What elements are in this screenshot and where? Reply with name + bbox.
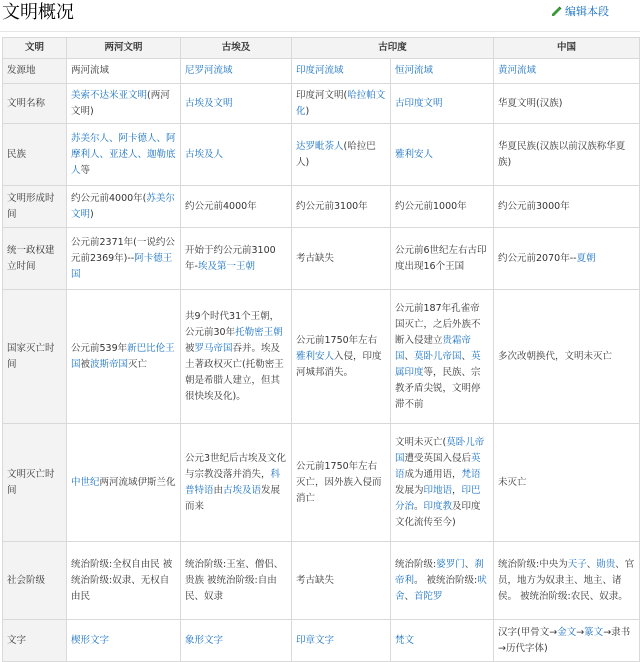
- cell-link[interactable]: 雅利安人: [395, 148, 434, 160]
- table-cell: [494, 124, 640, 186]
- table-cell: [494, 186, 640, 228]
- cell-link[interactable]: 恒河流域: [395, 65, 434, 76]
- table-cell: [494, 59, 640, 84]
- table-cell: [391, 620, 494, 662]
- table-cell: [67, 84, 181, 124]
- table-cell: [181, 424, 292, 542]
- cell-text: 由: [213, 484, 224, 496]
- cell-link[interactable]: 雅利安人: [296, 350, 335, 362]
- header-cell: 两河文明: [67, 38, 181, 59]
- cell-link[interactable]: 古埃及人: [185, 148, 224, 160]
- edit-section-link[interactable]: [551, 3, 609, 19]
- header-cell: 文明: [3, 38, 67, 59]
- cell-link[interactable]: 印章文字: [296, 634, 335, 646]
- table-cell: [181, 84, 292, 124]
- table-cell: [494, 424, 640, 542]
- cell-text: 等，民族、宗教矛盾尖锐，文明停滞不前: [395, 366, 481, 410]
- cell-link[interactable]: 勋贵: [596, 558, 616, 570]
- cell-text: 公元3世纪后古埃及文化与宗教没落并消失，: [185, 452, 287, 480]
- civilization-table: [2, 37, 640, 662]
- cell-link[interactable]: 楔形文字: [71, 634, 110, 646]
- cell-text: 。: [414, 500, 424, 512]
- cell-link[interactable]: 印度河流域: [296, 65, 344, 76]
- cell-link[interactable]: 莫卧儿帝国: [395, 436, 485, 464]
- header-cell: 古埃及: [181, 38, 292, 59]
- cell-text: 约公元前3100年: [296, 200, 368, 212]
- cell-link[interactable]: 罗马帝国: [194, 342, 233, 354]
- cell-text: 被: [185, 342, 195, 354]
- cell-text: 汉字(甲骨文→: [498, 626, 558, 638]
- cell-link[interactable]: 象形文字: [185, 634, 224, 646]
- table-cell: [67, 424, 181, 542]
- table-cell: [67, 228, 181, 290]
- edit-section-label: 编辑本段: [565, 5, 609, 18]
- table-row: [3, 424, 640, 542]
- table-cell: [181, 186, 292, 228]
- cell-link[interactable]: 阿卡德王国: [71, 252, 173, 280]
- table-cell: [292, 124, 391, 186]
- cell-text: 、官员，地方为奴隶主、地主、诸侯。 被统治阶级:农民、奴隶。: [498, 558, 635, 602]
- cell-text: →隶书→历代字体): [498, 626, 631, 654]
- row-header: 国家灭亡时间: [3, 290, 67, 424]
- section-title: 文明概况: [2, 2, 74, 23]
- cell-text: 统治阶级:: [395, 558, 437, 570]
- cell-link[interactable]: 金文: [557, 626, 577, 638]
- table-cell: [391, 59, 494, 84]
- table-cell: [494, 84, 640, 124]
- cell-text: 两河流域: [71, 65, 110, 76]
- row-header: 民族: [3, 124, 67, 186]
- cell-text: 约公元前2070年--: [498, 252, 577, 264]
- table-cell: [181, 620, 292, 662]
- cell-text: 、: [464, 558, 475, 570]
- cell-text: (两河文明): [71, 89, 170, 117]
- table-cell: [67, 542, 181, 620]
- cell-text: 统治阶级:中央为: [498, 558, 568, 570]
- cell-link[interactable]: 首陀罗: [414, 590, 443, 602]
- cell-text: 约公元前1000年: [395, 200, 467, 212]
- cell-link[interactable]: 古埃及语: [223, 484, 262, 496]
- cell-link[interactable]: 新巴比伦王国: [71, 342, 175, 370]
- cell-link[interactable]: 古埃及文明: [185, 97, 233, 109]
- cell-text: 被: [80, 358, 91, 370]
- header-cell: 古印度: [292, 38, 494, 59]
- cell-text: 约公元前4000年(: [71, 192, 147, 204]
- cell-text: 公元前539年: [71, 342, 128, 354]
- cell-link[interactable]: 天子: [567, 558, 587, 570]
- cell-link[interactable]: 贵霜帝国: [395, 334, 472, 362]
- table-cell: [181, 542, 292, 620]
- cell-text: 。 被统治阶级:: [414, 574, 478, 586]
- table-cell: [181, 228, 292, 290]
- cell-link[interactable]: 印地语: [423, 484, 453, 496]
- table-cell: [292, 290, 391, 424]
- cell-text: 发展而来: [185, 484, 281, 512]
- cell-link[interactable]: 中世纪: [71, 476, 100, 488]
- cell-text: 约公元前3000年: [498, 200, 570, 212]
- table-cell: [391, 290, 494, 424]
- cell-link[interactable]: 梵文: [395, 634, 415, 646]
- table-cell: [67, 620, 181, 662]
- table-cell: [494, 620, 640, 662]
- cell-link[interactable]: 夏朝: [576, 252, 596, 264]
- cell-text: 共9个时代31个王朝，公元前30年: [185, 310, 280, 338]
- header-cell: 中国: [494, 38, 640, 59]
- cell-text: ): [90, 208, 94, 220]
- cell-link[interactable]: 达罗毗荼人: [296, 140, 344, 152]
- table-cell: [292, 542, 391, 620]
- table-cell: [181, 124, 292, 186]
- cell-text: →: [576, 626, 585, 638]
- table-cell: [67, 124, 181, 186]
- table-row: [3, 124, 640, 186]
- cell-text: 约公元前4000年: [185, 200, 257, 212]
- cell-link[interactable]: 美索不达米亚文明: [71, 89, 148, 101]
- row-header: 社会阶级: [3, 542, 67, 620]
- cell-text: 遭受英国入侵后: [404, 452, 472, 464]
- table-row: [3, 228, 640, 290]
- cell-text: 多次改朝换代，文明未灭亡: [498, 350, 613, 362]
- cell-link[interactable]: 科普特语: [185, 468, 281, 496]
- cell-text: 文明未灭亡(: [395, 436, 447, 448]
- section-header: [0, 0, 640, 32]
- table-cell: [391, 424, 494, 542]
- cell-text: 入侵，印度河城邦消失。: [296, 350, 382, 378]
- cell-link[interactable]: 苏美尔人、阿卡德人、阿摩利人、亚述人、迦勒底人: [71, 132, 176, 176]
- table-cell: [292, 84, 391, 124]
- cell-text: 、: [404, 590, 415, 602]
- table-cell: [292, 59, 391, 84]
- cell-text: 、: [461, 350, 472, 362]
- cell-link[interactable]: 哈拉帕文化: [296, 89, 386, 117]
- table-cell: [67, 290, 181, 424]
- table-cell: [292, 620, 391, 662]
- table-cell: [494, 542, 640, 620]
- table-cell: [67, 186, 181, 228]
- cell-link[interactable]: 婆罗门: [436, 558, 465, 570]
- table-row: [3, 84, 640, 124]
- row-header: 发源地: [3, 59, 67, 84]
- cell-link[interactable]: 波斯帝国: [90, 358, 129, 370]
- table-cell: [494, 290, 640, 424]
- table-cell: [391, 542, 494, 620]
- table-cell: [67, 59, 181, 84]
- cell-text: 统治阶级:全权自由民 被统治阶级:奴隶、无权自由民: [71, 558, 173, 602]
- table-cell: [494, 228, 640, 290]
- table-row: [3, 59, 640, 84]
- cell-text: 两河流域伊斯兰化: [99, 476, 176, 488]
- cell-text: 、: [586, 558, 597, 570]
- cell-text: 考古缺失: [296, 574, 335, 586]
- row-header: 文明灭亡时间: [3, 424, 67, 542]
- cell-text: (哈拉巴人): [296, 140, 376, 168]
- table-row: [3, 620, 640, 662]
- cell-link[interactable]: 印度教: [423, 500, 453, 512]
- cell-text: ): [305, 105, 310, 117]
- cell-link[interactable]: 莫卧儿帝国: [414, 350, 462, 362]
- table-row: [3, 186, 640, 228]
- cell-text: 公元前6世纪左右古印度出现16个王国: [395, 244, 487, 272]
- cell-text: 吞并。埃及土著政权灭亡(托勒密王朝是希腊人建立，但其很快埃及化)。: [185, 342, 284, 402]
- cell-text: 及印度文化流传至今): [395, 500, 481, 528]
- cell-text: 未灭亡: [498, 476, 527, 488]
- cell-link[interactable]: 古印度文明: [395, 97, 443, 109]
- row-header: 文明形成时间: [3, 186, 67, 228]
- cell-link[interactable]: 托勒密王朝: [235, 326, 283, 338]
- cell-link[interactable]: 埃及第一王朝: [197, 260, 255, 272]
- row-header: 文字: [3, 620, 67, 662]
- table-row: [3, 542, 640, 620]
- cell-text: 华夏民族(汉族以前汉族称华夏族): [498, 140, 626, 168]
- cell-link[interactable]: 刹帝利: [395, 558, 484, 586]
- table-cell: [181, 59, 292, 84]
- cell-text: 统治阶级:王室、僧侣、贵族 被统治阶级:自由民、奴隶: [185, 558, 284, 602]
- table-header-row: [3, 38, 640, 59]
- cell-text: ，: [452, 484, 462, 496]
- row-header: 文明名称: [3, 84, 67, 124]
- cell-text: 开始于约公元前3100年-: [185, 244, 276, 272]
- cell-text: 公元前1750年左右灭亡，因外族入侵而消亡: [296, 460, 382, 504]
- cell-text: 考古缺失: [296, 252, 335, 264]
- cell-text: 公元前187年孔雀帝国灭亡，之后外族不断入侵建立: [395, 302, 481, 346]
- table-cell: [391, 84, 494, 124]
- cell-text: 灭亡: [128, 358, 148, 370]
- cell-link[interactable]: 英语: [395, 452, 481, 480]
- cell-link[interactable]: 苏美尔文明: [71, 192, 175, 220]
- cell-text: 公元前1750年左右: [296, 334, 378, 346]
- cell-link[interactable]: 英属印度: [395, 350, 481, 378]
- table-cell: [292, 228, 391, 290]
- cell-text: 华夏文明(汉族): [498, 97, 563, 109]
- cell-link[interactable]: 尼罗河流域: [185, 65, 233, 76]
- cell-link[interactable]: 黄河流域: [498, 65, 537, 76]
- cell-link[interactable]: 吠舍: [395, 574, 487, 602]
- table-cell: [292, 186, 391, 228]
- row-header: 统一政权建立时间: [3, 228, 67, 290]
- table-cell: [391, 186, 494, 228]
- table-cell: [292, 424, 391, 542]
- cell-link[interactable]: 篆文: [584, 626, 604, 638]
- cell-text: 成为通用语，: [404, 468, 462, 480]
- table-cell: [181, 290, 292, 424]
- cell-text: 公元前2371年(一说约公元前2369年)--: [71, 236, 175, 264]
- pencil-icon: [551, 6, 562, 17]
- table-cell: [391, 124, 494, 186]
- cell-text: 等: [80, 164, 91, 176]
- table-cell: [391, 228, 494, 290]
- cell-text: 、: [404, 350, 415, 362]
- cell-link[interactable]: 梵语: [461, 468, 481, 480]
- cell-text: 印度河文明(: [296, 89, 348, 101]
- table-row: [3, 290, 640, 424]
- cell-link[interactable]: 印巴分治: [395, 484, 481, 512]
- cell-text: 发展为: [395, 484, 424, 496]
